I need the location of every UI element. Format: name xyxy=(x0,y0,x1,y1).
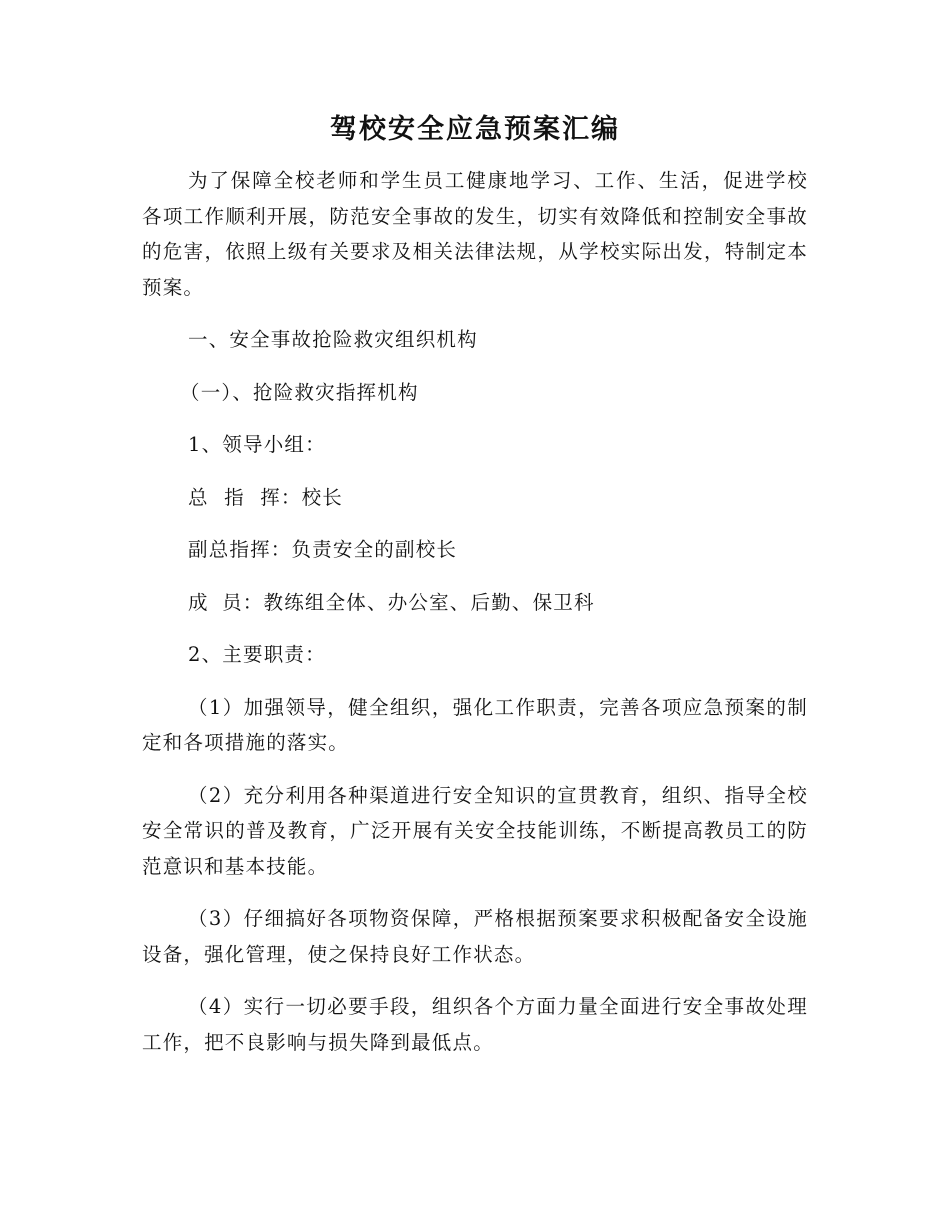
duty-item-2: （2）充分利用各种渠道进行安全知识的宣贯教育，组织、指导全校安全常识的普及教育，广泛开展有关安全技能训练，不断提高教员工的防范意识和基本技能。 xyxy=(142,783,808,878)
duty-item-4: （4）实行一切必要手段，组织各个方面力量全面进行安全事故处理工作，把不良影响与损失降到最低点。 xyxy=(142,995,808,1054)
main-duties-heading: 2、主要职责： xyxy=(188,643,326,666)
document-body xyxy=(142,163,808,1060)
subsection-heading-command: （一）、抢险救灾指挥机构 xyxy=(180,380,419,404)
document-title: 驾校安全应急预案汇编 xyxy=(330,114,620,145)
duty-item-3: （3）仔细搞好各项物资保障，严格根据预案要求积极配备安全设施设备，强化管理，使之保持良好工作状态。 xyxy=(142,907,808,966)
section-heading-organization: 一、安全事故抢险救灾组织机构 xyxy=(188,328,478,351)
duty-item-1: （1）加强领导，健全组织，强化工作职责，完善各项应急预案的制定和各项措施的落实。 xyxy=(142,695,808,754)
leadership-group-heading: 1、领导小组： xyxy=(188,433,326,456)
members-line: 成 员：教练组全体、办公室、后勤、保卫科 xyxy=(188,590,595,614)
commander-line: 总 指 挥：校长 xyxy=(188,485,343,509)
intro-paragraph: 为了保障全校老师和学生员工健康地学习、工作、生活，促进学校各项工作顺利开展，防范安全事故的发生，切实有效降低和控制安全事故的危害，依照上级有关要求及相关法律法规，从学校实际出发，特制定本预案。 xyxy=(142,169,808,299)
deputy-commander-line: 副总指挥：负责安全的副校长 xyxy=(188,538,458,561)
